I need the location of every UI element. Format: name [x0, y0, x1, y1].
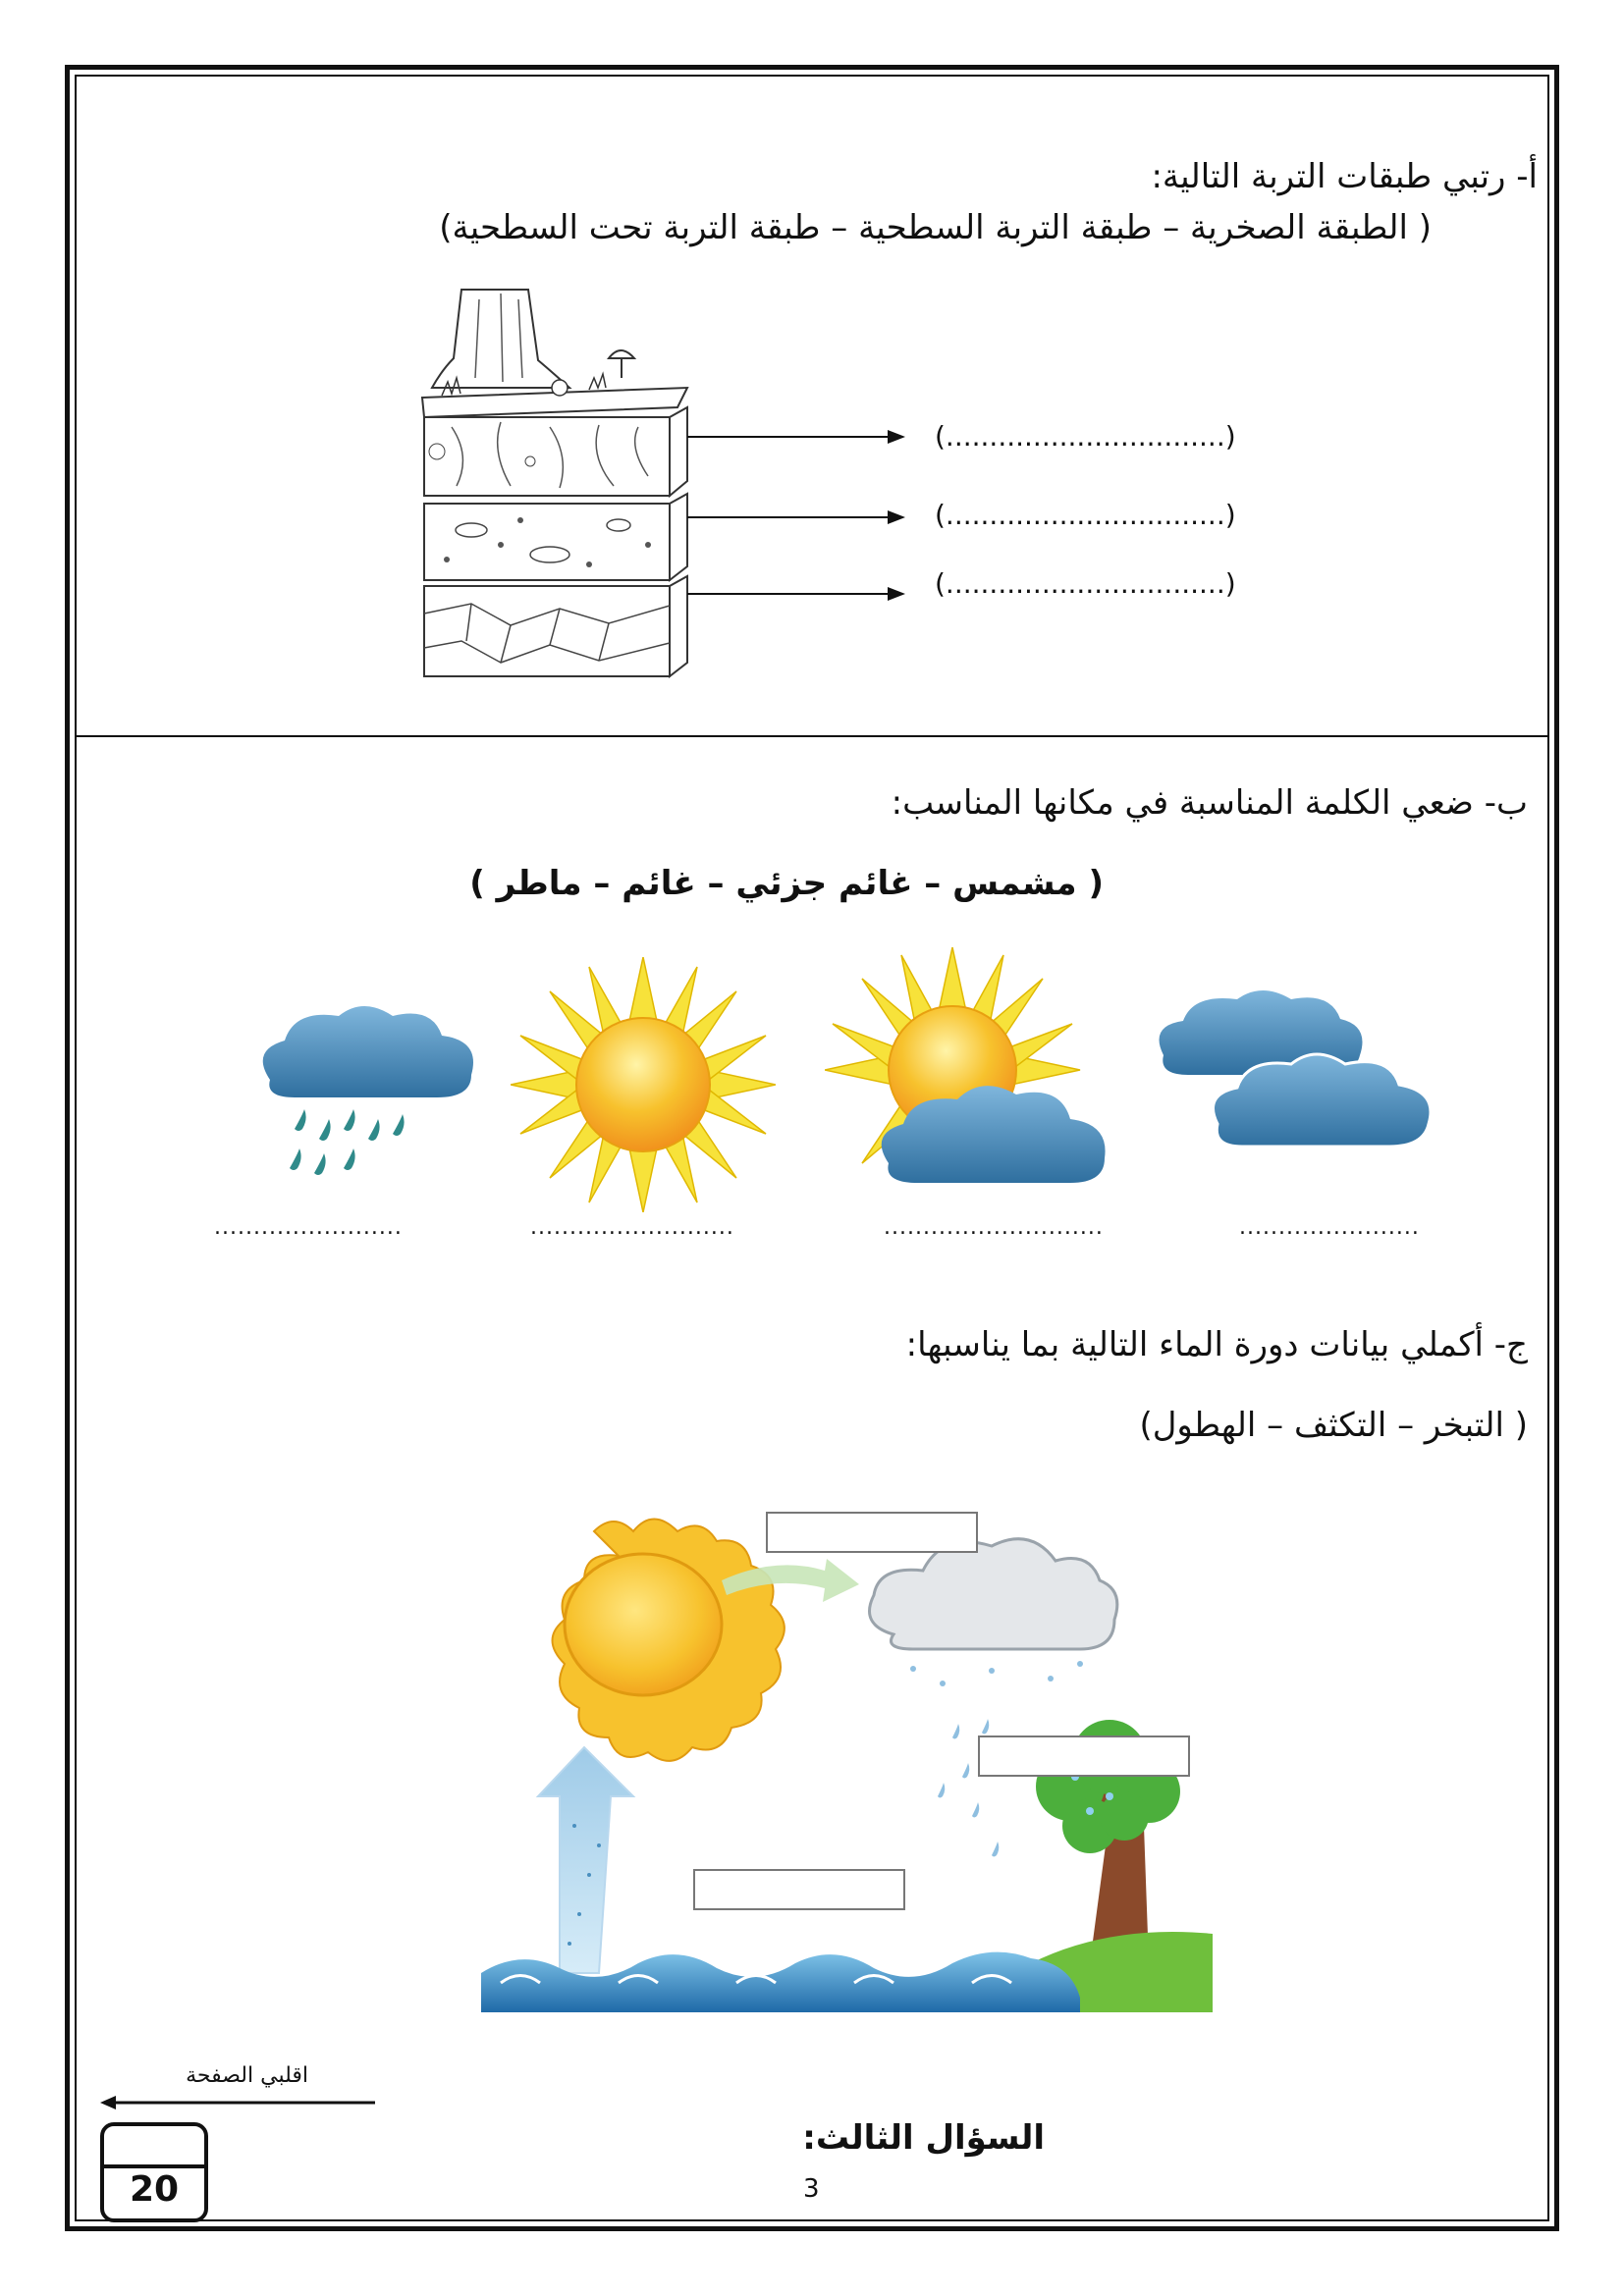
- sunny-weather-icon: [511, 957, 776, 1212]
- soil-answer-bottom[interactable]: (................................): [935, 567, 1236, 600]
- score-box-divider: [100, 2164, 208, 2168]
- section-b-choices: ( مشمس – غائم جزئي – غائم – ماطر ): [469, 864, 1104, 903]
- water-cycle-label-top[interactable]: [766, 1512, 978, 1553]
- section-a-choices: ( الطبقة الصخرية – طبقة التربة السطحية – طبقة التربة تحت السطحية): [439, 208, 1432, 247]
- soil-answer-middle[interactable]: (................................): [935, 499, 1236, 531]
- sunny-answer-blank[interactable]: ..........................: [530, 1215, 734, 1240]
- cloudy-answer-blank[interactable]: .......................: [1239, 1215, 1420, 1240]
- water-cycle-label-right[interactable]: [978, 1735, 1190, 1777]
- soil-layers-illustration: [363, 280, 697, 692]
- cloudy-weather-icon: [1149, 982, 1443, 1158]
- section-c-heading: ج- أكملي بيانات دورة الماء التالية بما يناسبها:: [905, 1325, 1528, 1364]
- section-c-choices: ( التبخر – التكثف – الهطول): [1139, 1406, 1528, 1445]
- rainy-weather-icon: [250, 991, 486, 1188]
- section-divider: [77, 735, 1547, 737]
- partly-cloudy-answer-blank[interactable]: ............................: [884, 1215, 1104, 1240]
- water-cycle-label-left[interactable]: [693, 1869, 905, 1910]
- section-a-heading: أ- رتبي طبقات التربة التالية:: [1151, 157, 1538, 196]
- turn-page-text: اقلبي الصفحة: [186, 2063, 308, 2088]
- section-b-heading: ب- ضعي الكلمة المناسبة في مكانها المناسب:: [891, 783, 1528, 823]
- rainy-answer-blank[interactable]: ........................: [214, 1215, 403, 1240]
- next-question-heading: السؤال الثالث:: [802, 2118, 1045, 2158]
- partly-cloudy-weather-icon: [825, 947, 1119, 1212]
- turn-page-arrow: [100, 2093, 377, 2112]
- page-number: 3: [803, 2174, 820, 2204]
- score-value: 20: [129, 2169, 180, 2210]
- soil-layer-arrows: [687, 422, 913, 609]
- soil-answer-top[interactable]: (................................): [935, 420, 1236, 453]
